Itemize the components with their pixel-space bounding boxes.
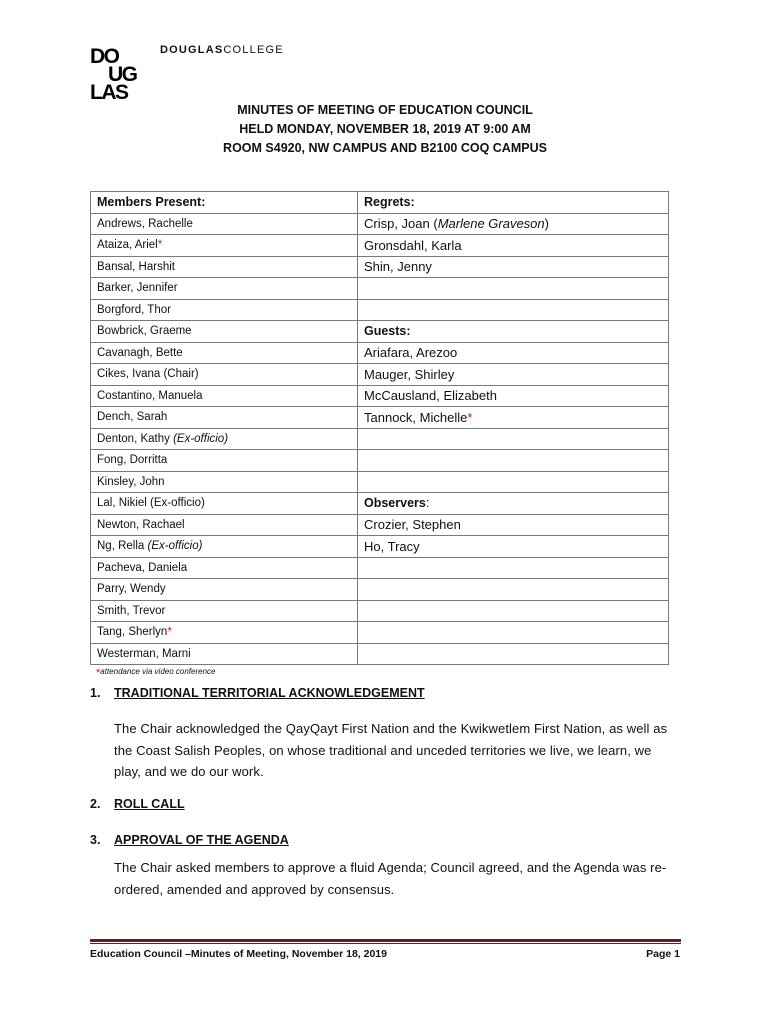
table-row [91,385,669,407]
member-cell [91,385,358,407]
person-note: Marlene Graveson [437,216,545,232]
video-conference-footnote [96,665,215,677]
member-cell [91,235,358,257]
table-row [91,364,669,386]
empty-cell [358,643,669,665]
logo-letters-row2: UG [108,63,137,86]
person-name: Smith, Trevor [97,604,166,617]
section-3-body: The Chair asked members to approve a fluid Agenda; Council agreed, and the Agenda was re-ordered, amended and approved by consensus. [114,860,667,897]
member-cell [91,514,358,536]
section-number: 1. [90,686,101,700]
attendee-cell [358,342,669,364]
person-name: Parry, Wendy [97,583,166,596]
person-name: Ataiza, Ariel [97,239,158,252]
table-row [91,321,669,343]
person-note-close: ) [544,216,549,232]
header-label: Observers [364,496,426,511]
table-row [91,450,669,472]
empty-cell [358,471,669,493]
title-line-2: HELD MONDAY, NOVEMBER 18, 2019 AT 9:00 AM [239,122,531,136]
header-label: Regrets: [364,195,415,210]
section-title: APPROVAL OF THE AGENDA [114,833,289,847]
person-name: Ariafara, Arezoo [364,345,458,361]
table-row [91,493,669,515]
attendee-cell [358,536,669,558]
person-name: Bowbrick, Graeme [97,325,192,338]
table-row [91,643,669,665]
person-name: Shin, Jenny [364,259,432,275]
attendee-cell [358,235,669,257]
table-row [91,256,669,278]
member-cell [91,278,358,300]
table-row [91,192,669,214]
section-number: 2. [90,797,101,811]
person-name: Ho, Tracy [364,538,420,554]
person-name: Tang, Sherlyn [97,626,168,639]
table-row [91,407,669,429]
person-name: Cavanagh, Bette [97,346,183,359]
empty-cell [358,600,669,622]
empty-cell [358,299,669,321]
empty-cell [358,278,669,300]
member-cell [91,600,358,622]
person-name: Denton, Kathy [97,432,174,445]
person-name: McCausland, Elizabeth [364,388,497,404]
footer-document-label: Education Council –Minutes of Meeting, November 18, 2019 [90,948,387,960]
section-3-heading [90,833,289,847]
person-name: Kinsley, John [97,475,165,488]
footer-page-number: Page 1 [646,948,680,960]
attendance-table [90,191,669,665]
header-label: Guests: [364,324,411,339]
section-number: 3. [90,833,101,847]
attendee-cell [358,364,669,386]
table-row [91,600,669,622]
attendee-cell [358,213,669,235]
empty-cell [358,622,669,644]
person-name: Mauger, Shirley [364,366,455,382]
video-attendance-asterisk: * [467,409,473,425]
section-title: TRADITIONAL TERRITORIAL ACKNOWLEDGEMENT [114,686,425,700]
person-name: Andrews, Rachelle [97,217,193,230]
header-colon: : [425,496,430,511]
person-name: Crozier, Stephen [364,517,461,533]
person-name: Costantino, Manuela [97,389,203,402]
table-row [91,622,669,644]
person-name: Westerman, Marni [97,647,191,660]
person-name: Tannock, Michelle [364,409,468,425]
member-cell [91,407,358,429]
member-cell [91,557,358,579]
member-cell [91,299,358,321]
table-row [91,213,669,235]
member-cell [91,364,358,386]
person-name: Crisp, Joan ( [364,216,438,232]
table-row [91,471,669,493]
member-cell [91,471,358,493]
footer-rule-thick [90,939,681,942]
person-name: Bansal, Harshit [97,260,175,273]
person-name: Ng, Rella [97,540,148,553]
person-name: Barker, Jennifer [97,282,178,295]
empty-cell [358,450,669,472]
member-cell [91,321,358,343]
document-title [0,101,770,158]
person-name: Cikes, Ivana (Chair) [97,368,199,381]
logo-letters-row3: LAS [90,81,128,100]
section-1-heading [90,686,425,700]
member-cell [91,450,358,472]
logo-letters-row1: DO [90,45,119,68]
attendee-cell [358,256,669,278]
table-row [91,235,669,257]
empty-cell [358,428,669,450]
video-attendance-asterisk: * [167,626,172,639]
footnote-asterisk: * [96,667,101,679]
member-cell [91,342,358,364]
empty-cell [358,579,669,601]
douglas-college-logo-mark [90,44,156,100]
person-name: Dench, Sarah [97,411,168,424]
footer-rule-thin [90,943,681,944]
table-row [91,278,669,300]
right-column-header [358,192,669,214]
table-row [91,514,669,536]
title-line-3: ROOM S4920, NW CAMPUS AND B2100 COQ CAMPUS [223,141,547,155]
video-attendance-asterisk: * [157,239,163,252]
empty-cell [358,557,669,579]
table-row [91,557,669,579]
right-column-header [358,493,669,515]
attendee-cell [358,385,669,407]
table-row [91,579,669,601]
person-note: (Ex-officio) [147,540,203,553]
footnote-text: attendance via video conference [100,667,216,676]
right-column-header [358,321,669,343]
person-name: Newton, Rachael [97,518,185,531]
person-name: Pacheva, Daniela [97,561,188,574]
member-cell [91,643,358,665]
table-row [91,428,669,450]
member-cell [91,428,358,450]
person-name: Lal, Nikiel (Ex-officio) [97,497,205,510]
table-row [91,299,669,321]
member-cell [91,256,358,278]
wordmark-bold: DOUGLAS [160,44,224,56]
section-title: ROLL CALL [114,797,185,811]
title-line-1: MINUTES OF MEETING OF EDUCATION COUNCIL [237,103,533,117]
section-1-body: The Chair acknowledged the QayQayt First Nation and the Kwikwetlem First Nation, as well as the Coast Salish Peoples, on whose traditional and unceded territories we live, we learn, we play, and we do our work. [114,721,668,779]
member-cell [91,536,358,558]
member-cell [91,579,358,601]
attendee-cell [358,407,669,429]
table-row [91,342,669,364]
attendee-cell [358,514,669,536]
member-cell [91,213,358,235]
member-cell [91,493,358,515]
college-wordmark [160,44,284,56]
person-name: Borgford, Thor [97,303,171,316]
member-cell [91,622,358,644]
person-note: (Ex-officio) [173,432,229,445]
person-name: Fong, Dorritta [97,454,168,467]
section-2-heading [90,797,185,811]
wordmark-light: COLLEGE [223,44,284,56]
table-row [91,536,669,558]
members-present-header: Members Present: [91,192,358,214]
person-name: Gronsdahl, Karla [364,237,462,253]
